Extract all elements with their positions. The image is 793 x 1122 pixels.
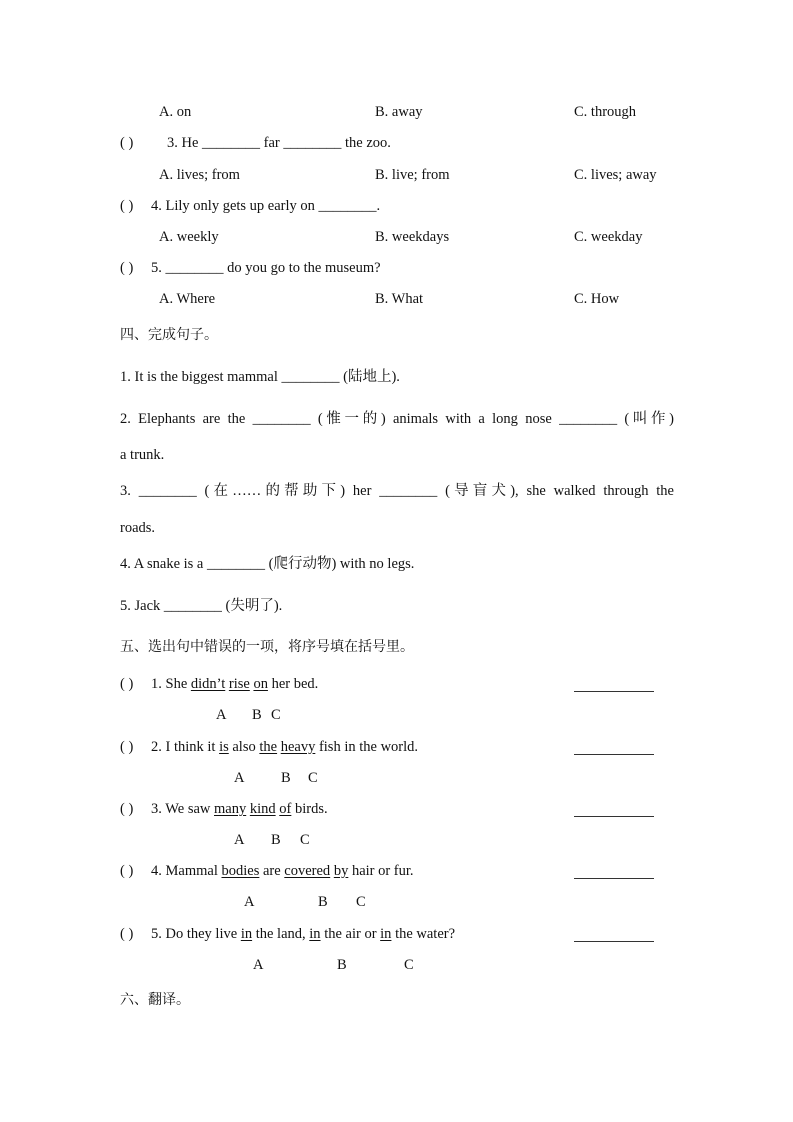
underlined-option: heavy	[280, 739, 316, 755]
underlined-option: in	[240, 926, 253, 942]
option-letter-b: B	[271, 832, 281, 848]
underlined-option: is	[219, 739, 229, 755]
option-letter-b: B	[252, 707, 262, 723]
underlined-option: kind	[249, 801, 276, 817]
option-c: C. lives; away	[574, 167, 657, 183]
underlined-option: by	[333, 863, 349, 879]
answer-paren[interactable]: ( )	[120, 260, 134, 276]
sentence-continuation: a trunk.	[120, 447, 165, 463]
answer-line[interactable]	[574, 941, 654, 942]
option-a: A. on	[159, 104, 192, 120]
option-letter-a: A	[253, 957, 264, 973]
answer-paren[interactable]: ( )	[120, 676, 134, 692]
underlined-option: many	[214, 801, 247, 817]
error-sentence	[151, 675, 318, 693]
underlined-option: in	[380, 926, 392, 942]
option-letter-b: B	[281, 770, 291, 786]
answer-paren[interactable]: ( )	[120, 926, 134, 942]
option-letter-b: B	[337, 957, 347, 973]
sentence-text: also	[228, 739, 260, 755]
option-c: C. through	[574, 104, 637, 120]
option-b: B. live; from	[375, 167, 450, 183]
option-letter-c: C	[300, 832, 310, 848]
option-letter-c: C	[271, 707, 281, 723]
sentence-text: 4. Mammal	[151, 863, 222, 879]
underlined-option: of	[279, 801, 292, 817]
sentence-text: 1. She	[151, 676, 191, 692]
option-letter-c: C	[356, 894, 366, 910]
option-letter-a: A	[244, 894, 255, 910]
option-letter-b: B	[318, 894, 328, 910]
answer-paren[interactable]: ( )	[120, 135, 134, 151]
section-heading: 六、翻译。	[120, 992, 190, 1008]
underlined-option: the	[259, 739, 278, 755]
sentence-text: the air or	[320, 926, 381, 942]
sentence-text: the water?	[391, 926, 456, 942]
sentence-text: hair or fur.	[348, 863, 414, 879]
sentence-item: 4. A snake is a ________ (爬行动物) with no legs.	[120, 556, 415, 572]
section-heading: 四、完成句子。	[120, 327, 218, 343]
sentence-text: 5. Do they live	[151, 926, 241, 942]
answer-line[interactable]	[574, 816, 654, 817]
option-b: B. away	[375, 104, 423, 120]
question-text: 4. Lily only gets up early on ________.	[151, 198, 381, 214]
question-text: 3. He ________ far ________ the zoo.	[167, 135, 391, 151]
answer-paren[interactable]: ( )	[120, 863, 134, 879]
option-c: C. weekday	[574, 229, 643, 245]
answer-paren[interactable]: ( )	[120, 801, 134, 817]
answer-paren[interactable]: ( )	[120, 198, 134, 214]
option-letter-a: A	[234, 832, 245, 848]
sentence-text: birds.	[291, 801, 328, 817]
option-letter-a: A	[216, 707, 227, 723]
option-a: A. lives; from	[159, 167, 240, 183]
underlined-option: didn’t	[190, 676, 226, 692]
question-text: 5. ________ do you go to the museum?	[151, 260, 381, 276]
sentence-text: her bed.	[267, 676, 319, 692]
sentence-item: 5. Jack ________ (失明了).	[120, 598, 283, 614]
option-b: B. What	[375, 291, 424, 307]
sentence-text: the land,	[252, 926, 310, 942]
error-sentence	[151, 862, 414, 880]
option-c: C. How	[574, 291, 620, 307]
sentence-item: 2. Elephants are the ________ (惟一的) animals with a long nose ________ (叫作)	[120, 411, 674, 427]
answer-line[interactable]	[574, 878, 654, 879]
underlined-option: bodies	[221, 863, 260, 879]
error-sentence	[151, 738, 418, 756]
option-a: A. weekly	[159, 229, 219, 245]
option-letter-c: C	[308, 770, 318, 786]
answer-line[interactable]	[574, 754, 654, 755]
underlined-option: in	[309, 926, 321, 942]
sentence-text: are	[259, 863, 285, 879]
sentence-item: 3. ________ (在……的帮助下) her ________ (导盲犬), she walked through the	[120, 483, 674, 499]
option-b: B. weekdays	[375, 229, 450, 245]
option-a: A. Where	[159, 291, 216, 307]
option-letter-c: C	[404, 957, 414, 973]
sentence-text: 3. We saw	[151, 801, 214, 817]
sentence-continuation: roads.	[120, 520, 156, 536]
underlined-option: on	[253, 676, 268, 692]
underlined-option: rise	[228, 676, 250, 692]
underlined-option: covered	[284, 863, 331, 879]
answer-line[interactable]	[574, 691, 654, 692]
error-sentence	[151, 925, 455, 943]
sentence-text: fish in the world.	[315, 739, 419, 755]
error-sentence	[151, 800, 328, 818]
sentence-text: 2. I think it	[151, 739, 220, 755]
section-heading: 五、选出句中错误的一项，将序号填在括号里。	[120, 639, 414, 655]
answer-paren[interactable]: ( )	[120, 739, 134, 755]
sentence-item: 1. It is the biggest mammal ________ (陆地上).	[120, 369, 400, 385]
option-letter-a: A	[234, 770, 245, 786]
